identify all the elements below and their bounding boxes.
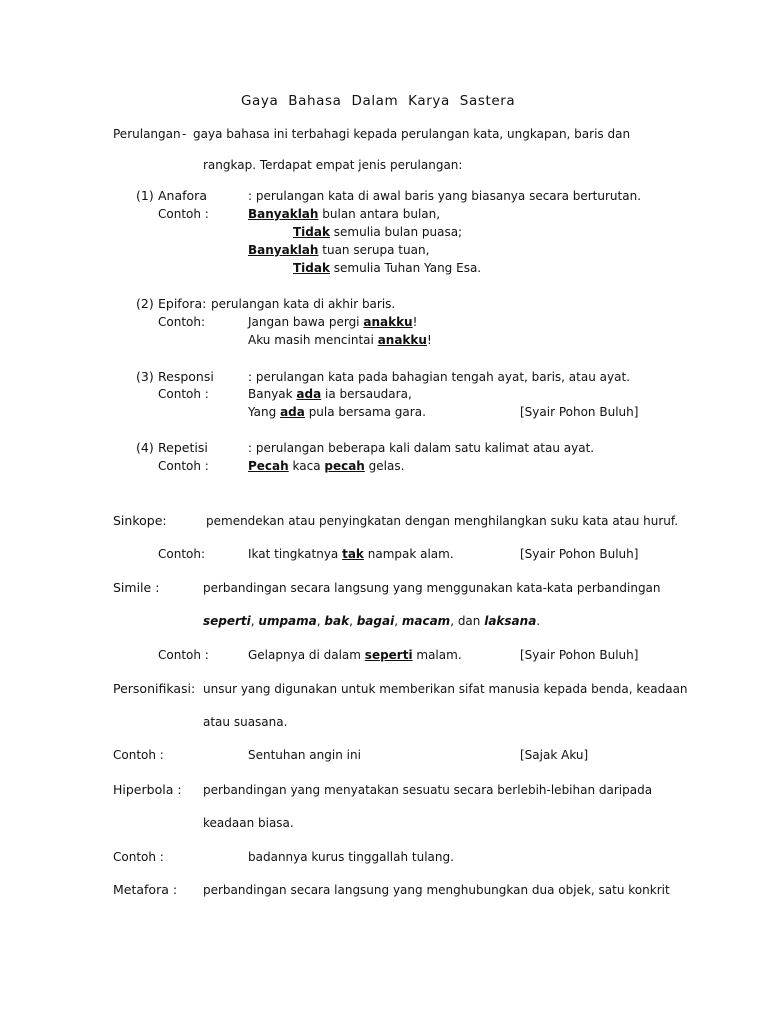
responsi-example-line1 (248, 386, 412, 402)
personifikasi-example: Sentuhan angin ini (248, 748, 361, 762)
highlight-word: Pecah (248, 459, 289, 473)
epifora-contoh-label: Contoh: (158, 315, 206, 329)
example-text: semulia bulan puasa; (329, 225, 463, 239)
anafora-heading: Anafora (158, 188, 207, 203)
perulangan-definition-line2: rangkap. Terdapat empat jenis perulangan: (203, 158, 463, 172)
personifikasi-definition-line1: unsur yang digunakan untuk memberikan sifat manusia kepada benda, keadaan (203, 682, 688, 696)
simile-keywords (203, 613, 540, 629)
example-text: pula bersama gara. (304, 405, 426, 419)
perulangan-definition-line1: gaya bahasa ini terbahagi kepada perulangan kata, ungkapan, baris dan (193, 127, 631, 141)
anafora-example-line3 (248, 242, 429, 258)
hiperbola-contoh-label: Contoh : (113, 850, 164, 864)
period: . (536, 614, 541, 628)
metafora-label: Metafora : (113, 882, 178, 897)
highlight-word: ada (280, 405, 305, 419)
example-text: Yang (248, 405, 281, 419)
repetisi-example (248, 458, 404, 474)
simile-contoh-label: Contoh : (158, 648, 209, 662)
hiperbola-label: Hiperbola : (113, 782, 182, 797)
anafora-contoh-label: Contoh : (158, 207, 209, 221)
anafora-number: (1) (136, 188, 154, 203)
epifora-example-line1 (248, 314, 417, 330)
hiperbola-definition-line1: perbandingan yang menyatakan sesuatu secara berlebih-lebihan daripada (203, 783, 653, 797)
responsi-number: (3) (136, 369, 154, 384)
example-text: ia bersaudara, (321, 387, 412, 401)
sinkope-contoh-label: Contoh: (158, 547, 206, 561)
epifora-heading: Epifora: (158, 296, 207, 311)
anafora-example-line1 (248, 206, 440, 222)
example-text: Banyak (248, 387, 297, 401)
highlight-word: tak (342, 547, 364, 561)
example-text: Ikat tingkatnya (248, 547, 343, 561)
hiperbola-definition-line2: keadaan biasa. (203, 816, 294, 830)
repetisi-number: (4) (136, 440, 154, 455)
hiperbola-example: badannya kurus tinggallah tulang. (248, 850, 454, 864)
keyword: macam (401, 614, 451, 628)
anafora-example-line2 (293, 224, 462, 240)
responsi-definition: : perulangan kata pada bahagian tengah ayat, baris, atau ayat. (248, 370, 630, 384)
highlight-word: Tidak (293, 225, 330, 239)
example-text: Aku masih mencintai (248, 333, 378, 347)
keyword: umpama (258, 614, 317, 628)
page-title: Gaya Bahasa Dalam Karya Sastera (241, 93, 516, 109)
highlight-word: anakku (363, 315, 413, 329)
example-text: bulan antara bulan, (318, 207, 441, 221)
keyword: bak (324, 614, 350, 628)
responsi-contoh-label: Contoh : (158, 387, 209, 401)
personifikasi-contoh-label: Contoh : (113, 748, 164, 762)
epifora-number: (2) (136, 296, 154, 311)
sinkope-definition: pemendekan atau penyingkatan dengan menghilangkan suku kata atau huruf. (206, 514, 679, 528)
comma: , (250, 614, 259, 628)
example-text: Jangan bawa pergi (248, 315, 364, 329)
repetisi-contoh-label: Contoh : (158, 459, 209, 473)
example-text: malam. (412, 648, 462, 662)
simile-example (248, 647, 462, 663)
responsi-source: [Syair Pohon Buluh] (520, 405, 639, 419)
perulangan-separator: - (182, 127, 187, 141)
conjunction: , dan (450, 614, 485, 628)
anafora-example-line4 (293, 260, 481, 276)
sinkope-source: [Syair Pohon Buluh] (520, 547, 639, 561)
personifikasi-label: Personifikasi: (113, 681, 196, 696)
personifikasi-definition-line2: atau suasana. (203, 715, 288, 729)
epifora-example-line2 (248, 332, 432, 348)
example-text: tuan serupa tuan, (318, 243, 430, 257)
keyword: laksana (484, 614, 537, 628)
highlight-word: ada (296, 387, 322, 401)
repetisi-definition: : perulangan beberapa kali dalam satu kalimat atau ayat. (248, 441, 595, 455)
sinkope-example (248, 546, 454, 562)
comma: , (316, 614, 325, 628)
sinkope-label: Sinkope: (113, 513, 167, 528)
highlight-word: pecah (324, 459, 365, 473)
epifora-definition: perulangan kata di akhir baris. (211, 297, 396, 311)
comma: , (394, 614, 402, 628)
highlight-word: Banyaklah (248, 207, 319, 221)
example-text: kaca (288, 459, 325, 473)
example-text: semulia Tuhan Yang Esa. (329, 261, 482, 275)
perulangan-label: Perulangan (113, 127, 181, 141)
anafora-definition: : perulangan kata di awal baris yang biasanya secara berturutan. (248, 189, 642, 203)
highlight-word: Tidak (293, 261, 330, 275)
simile-label: Simile : (113, 580, 160, 595)
example-text: ! (412, 315, 418, 329)
example-text: ! (426, 333, 432, 347)
highlight-word: seperti (364, 648, 413, 662)
repetisi-heading: Repetisi (158, 440, 208, 455)
comma: , (349, 614, 357, 628)
simile-definition: perbandingan secara langsung yang menggunakan kata-kata perbandingan (203, 581, 661, 595)
keyword: bagai (356, 614, 395, 628)
example-text: gelas. (364, 459, 405, 473)
highlight-word: anakku (377, 333, 427, 347)
highlight-word: Banyaklah (248, 243, 319, 257)
example-text: Gelapnya di dalam (248, 648, 365, 662)
responsi-heading: Responsi (158, 369, 214, 384)
responsi-example-line2 (248, 404, 426, 420)
metafora-definition-line1: perbandingan secara langsung yang menghubungkan dua objek, satu konkrit (203, 883, 670, 897)
simile-source: [Syair Pohon Buluh] (520, 648, 639, 662)
keyword: seperti (203, 614, 251, 628)
personifikasi-source: [Sajak Aku] (520, 748, 589, 762)
example-text: nampak alam. (363, 547, 454, 561)
